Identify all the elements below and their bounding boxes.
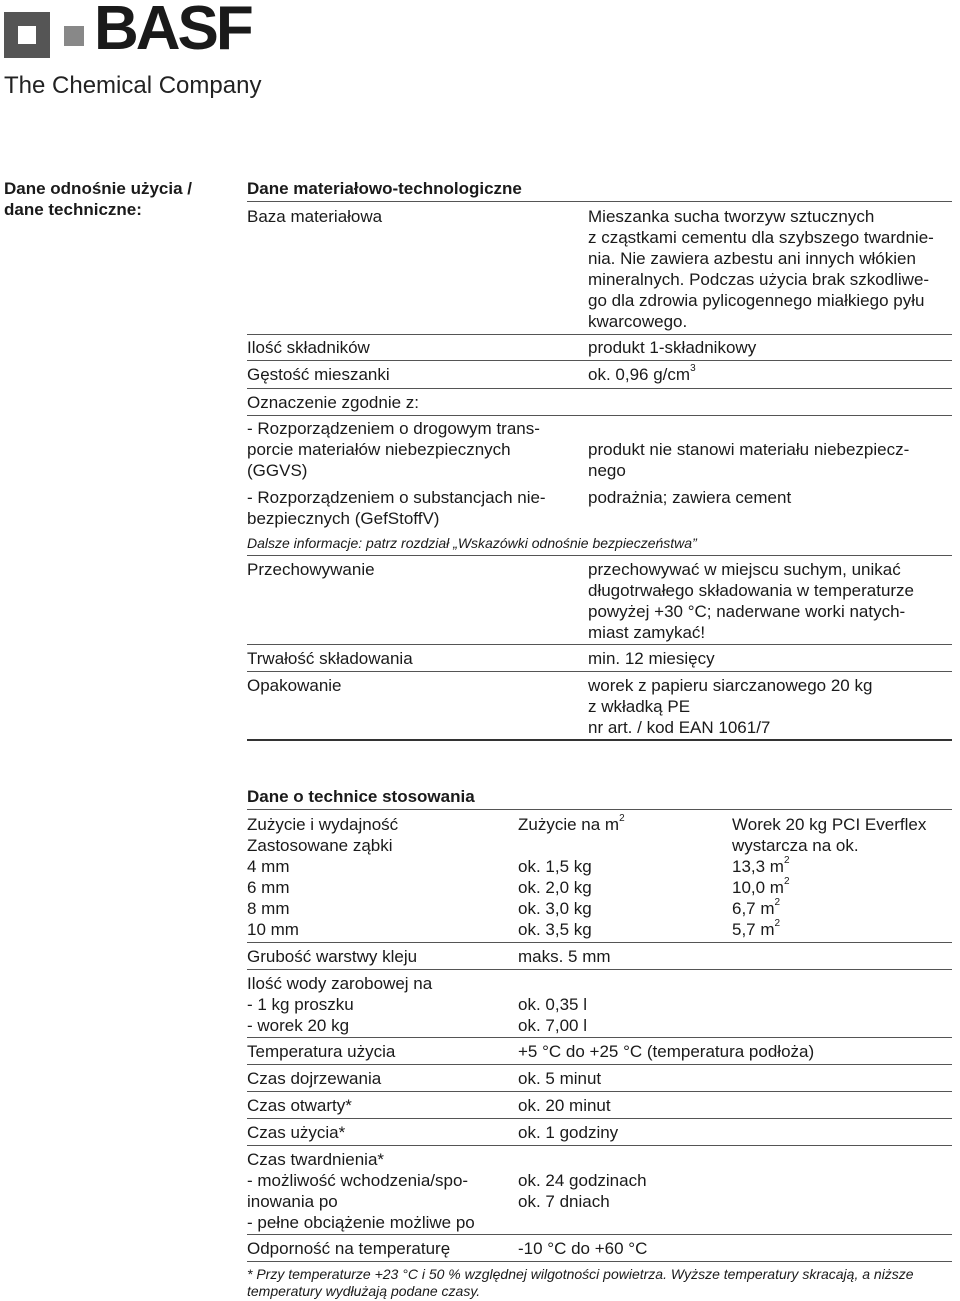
divider [247,388,952,389]
divider [247,1118,952,1119]
logo-square-icon [4,12,50,58]
row-label: Czas twardnienia* - możliwość wchodzenia/spo- inowania po - pełne obciążenie możliwe po [247,1150,475,1232]
row-value: +5 °C do +25 °C (temperatura podłoża) [518,1042,815,1061]
divider [247,201,952,202]
row-value: ok. 24 godzinach ok. 7 dniach [518,1171,647,1211]
company-tagline: The Chemical Company [4,72,262,99]
basf-logo [4,0,266,63]
section-title-application: Dane o technice stosowania [247,787,475,806]
row-value: -10 °C do +60 °C [518,1239,648,1258]
teeth-size: 4 mm [247,857,290,876]
row-label: Grubość warstwy kleju [247,947,418,966]
row-label: Opakowanie [247,676,342,695]
yield-header: Worek 20 kg PCI Everflex wystarcza na ok. [732,815,927,855]
row-value: ok. 5 minut [518,1069,602,1088]
divider [247,555,952,556]
safety-note: Dalsze informacje: patrz rozdział „Wskazówki odnośnie bezpieczeństwa” [247,535,697,551]
divider [247,809,952,810]
yield-value: 10,0 $m^2$ [732,876,790,897]
row-value: worek z papieru siarczanowego 20 kg z wkładką PE nr art. / kod EAN 1061/7 [588,676,873,737]
divider [247,644,952,645]
divider [247,1234,952,1235]
consumption-header: Zużycie na $m^2$ [518,813,625,834]
row-value: produkt nie stanowi materiału niebezpiecz- nego [588,440,910,480]
row-value: ok. 1 godziny [518,1123,619,1142]
row-value: Mieszanka sucha tworzyw sztucznych z cząstkami cementu dla szybszego twardnie- nia. Nie zawiera azbestu ani innych włókien mineralnych. Podczas użycia brak szkodliwe- go dla zdrowia pylicogennego miałkiego pyłu kwarcowego. [588,207,934,331]
row-value: przechowywać w miejscu suchym, unikać długotrwałego składowania w temperaturze powyżej +30 °C; naderwane worki natych- miast zamykać! [588,560,915,642]
logo-wordmark: BASF [94,0,251,63]
divider [247,1091,952,1092]
divider [247,671,952,672]
row-value: ok. 0,35 l ok. 7,00 l [518,995,587,1035]
divider [247,334,952,335]
yield-value: 5,7 $m^2$ [732,918,781,939]
row-label: - Rozporządzeniem o drogowym trans- porcie materiałów niebezpiecznych (GGVS) [247,419,540,480]
divider [247,739,952,741]
row-value: ok. 20 minut [518,1096,611,1115]
row-label: Ilość wody zarobowej na - 1 kg proszku - worek 20 kg [247,974,433,1035]
usage-value: ok. 2,0 kg [518,878,592,897]
teeth-size: 8 mm [247,899,290,918]
row-value: maks. 5 mm [518,947,611,966]
logo-small-square-icon [64,26,84,46]
side-heading: Dane odnośnie użycia / dane techniczne: [4,179,192,219]
row-label: Trwałość składowania [247,649,413,668]
row-value: podrażnia; zawiera cement [588,488,792,507]
divider [247,969,952,970]
divider [247,1261,952,1262]
row-label: Oznaczenie zgodnie z: [247,393,419,412]
consumption-label: Zużycie i wydajność Zastosowane ząbki [247,815,399,855]
row-label: Ilość składników [247,338,370,357]
row-label: Odporność na temperaturę [247,1239,451,1258]
row-label: Czas otwarty* [247,1096,352,1115]
teeth-size: 6 mm [247,878,290,897]
usage-value: ok. 1,5 kg [518,857,592,876]
divider [247,942,952,943]
row-label: Czas użycia* [247,1123,346,1142]
usage-value: ok. 3,5 kg [518,920,592,939]
density-value: ok. 0,96 $g/cm^3$ [588,363,696,384]
row-value: produkt 1-składnikowy [588,338,757,357]
row-label: - Rozporządzeniem o substancjach nie- bezpiecznych (GefStoffV) [247,488,546,528]
row-label: Przechowywanie [247,560,375,579]
yield-value: 13,3 $m^2$ [732,855,790,876]
row-label: Czas dojrzewania [247,1069,382,1088]
usage-value: ok. 3,0 kg [518,899,592,918]
teeth-size: 10 mm [247,920,299,939]
section-title-material: Dane materiałowo-technologiczne [247,179,522,198]
divider [247,415,952,416]
divider [247,1145,952,1146]
row-label: Gęstość mieszanki [247,365,390,384]
divider [247,360,952,361]
divider [247,1064,952,1065]
row-label: Temperatura użycia [247,1042,396,1061]
footnote: * Przy temperaturze +23 °C i 50 % względnej wilgotności powietrza. Wyższe temperatury skracają, a niższe temperatury wydłużają podane czasy. [247,1266,914,1299]
divider [247,1037,952,1038]
row-label: Baza materiałowa [247,207,383,226]
yield-value: 6,7 $m^2$ [732,897,781,918]
row-value: min. 12 miesięcy [588,649,715,668]
